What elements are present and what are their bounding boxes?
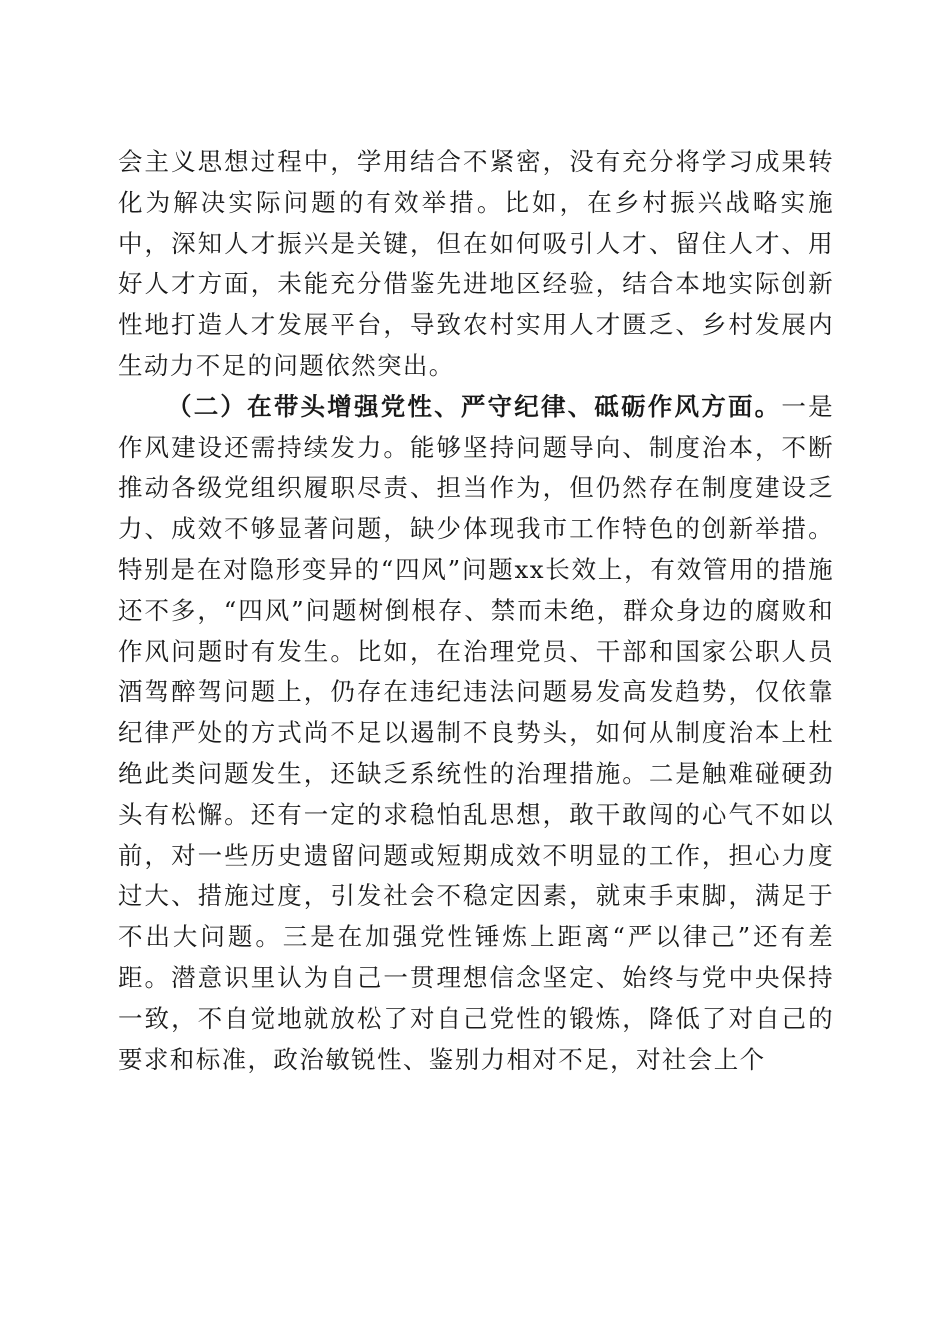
document-body — [118, 142, 834, 1080]
paragraph-section-two — [118, 387, 834, 1081]
section-heading: （二）在带头增强党性、严守纪律、砥砺作风方面。 — [167, 391, 782, 421]
section-body: 一是作风建设还需持续发力。能够坚持问题导向、制度治本，不断推动各级党组织履职尽责、担当作为，但仍然存在制度建设乏力、成效不够显著问题，缺少体现我市工作特色的创新举措。特别是在对隐形变异的“四风”问题xx长效上，有效管用的措施还不多，“四风”问题树倒根存、禁而未绝，群众身边的腐败和作风问题时有发生。比如，在治理党员、干部和国家公职人员酒驾醉驾问题上，仍存在违纪违法问题易发高发趋势，仅依靠纪律严处的方式尚不足以遏制不良势头，如何从制度治本上杜绝此类问题发生，还缺乏系统性的治理措施。二是触难碰硬劲头有松懈。还有一定的求稳怕乱思想，敢干敢闯的心气不如以前，对一些历史遗留问题或短期成效不明显的工作，担心力度过大、措施过度，引发社会不稳定因素，就束手束脚，满足于不出大问题。三是在加强党性锤炼上距离“严以律己”还有差距。潜意识里认为自己一贯理想信念坚定、始终与党中央保持一致，不自觉地就放松了对自己党性的锻炼，降低了对自己的要求和标准，政治敏锐性、鉴别力相对不足，对社会上个 — [118, 391, 834, 1074]
paragraph-continuation: 会主义思想过程中，学用结合不紧密，没有充分将学习成果转化为解决实际问题的有效举措。比如，在乡村振兴战略实施中，深知人才振兴是关键，但在如何吸引人才、留住人才、用好人才方面，未能充分借鉴先进地区经验，结合本地实际创新性地打造人才发展平台，导致农村实用人才匮乏、乡村发展内生动力不足的问题依然突出。 — [118, 147, 834, 380]
